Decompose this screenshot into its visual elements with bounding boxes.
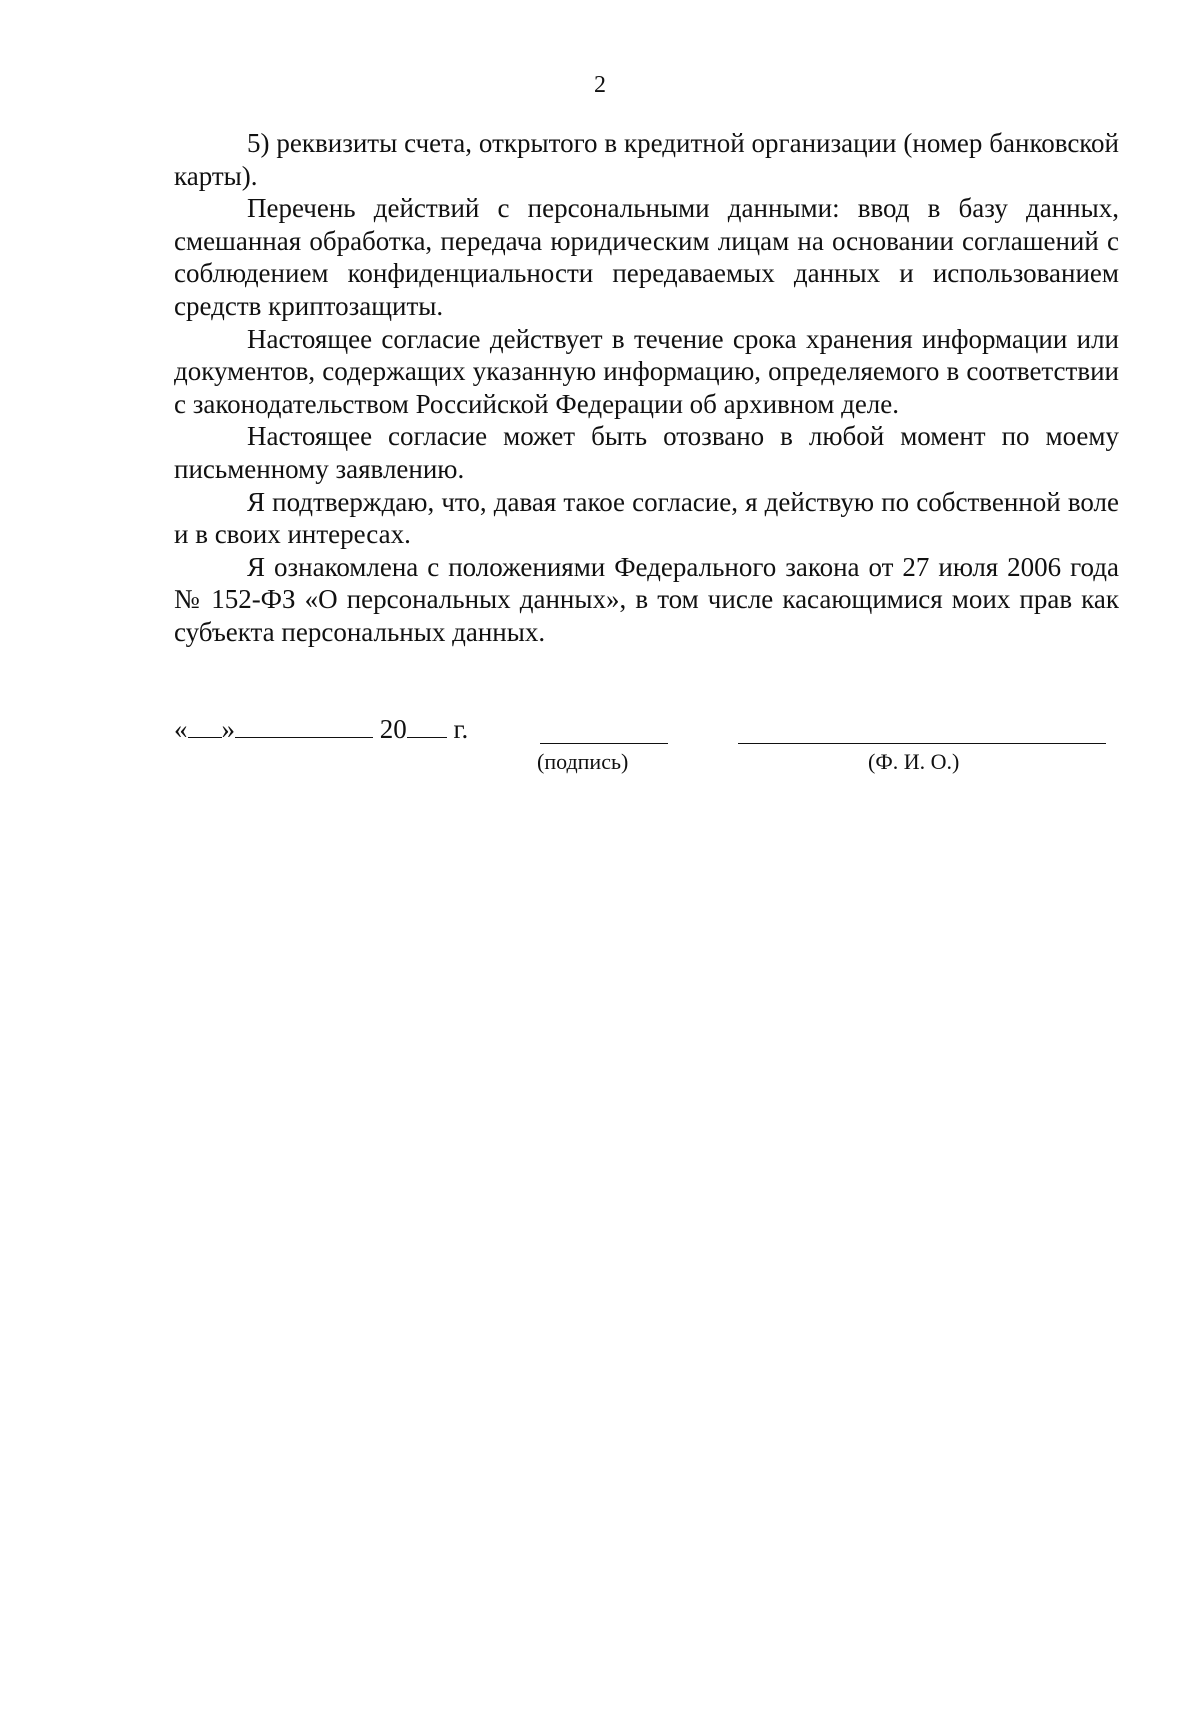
year-prefix: 20 (379, 714, 407, 744)
full-name-caption: (Ф. И. О.) (868, 749, 960, 774)
full-name-line (738, 743, 1106, 744)
paragraph-processing-actions: Перечень действий с персональными данными: ввод в базу данных, смешанная обработка, передача юридическим лицам на основании соглашений с соблюдением конфиденциальности передаваемых данных и использованием средств криптозащиты. (174, 193, 1119, 321)
year-blank (407, 713, 447, 738)
signature-line (540, 743, 668, 744)
paragraph-law-acknowledgement: Я ознакомлена с положениями Федерального закона от 27 июля 2006 года № 152-ФЗ «О персональных данных», в том числе касающимися моих прав как субъекта персональных данных. (174, 551, 1119, 647)
paragraph-consent-term: Настоящее согласие действует в течение срока хранения информации или документов, содержащих указанную информацию, определяемого в соответствии с законодательством Российской Федерации об архивном деле. (174, 323, 1119, 419)
document-body (174, 127, 1119, 649)
paragraph-consent-revocation: Настоящее согласие может быть отозвано в любой момент по моему письменному заявлению. (174, 421, 1119, 484)
date-field (174, 713, 468, 745)
quote-open: « (174, 714, 188, 744)
month-blank (235, 713, 373, 738)
paragraph-bank-details: 5) реквизиты счета, открытого в кредитной организации (номер банковской карты). (174, 128, 1119, 191)
page-number: 2 (594, 72, 606, 98)
quote-close: » (221, 714, 235, 744)
signature-caption: (подпись) (537, 749, 629, 774)
paragraph-free-will: Я подтверждаю, что, давая такое согласие, я действую по собственной воле и в своих интересах. (174, 486, 1119, 550)
day-blank (188, 713, 222, 738)
year-suffix: г. (453, 714, 469, 744)
